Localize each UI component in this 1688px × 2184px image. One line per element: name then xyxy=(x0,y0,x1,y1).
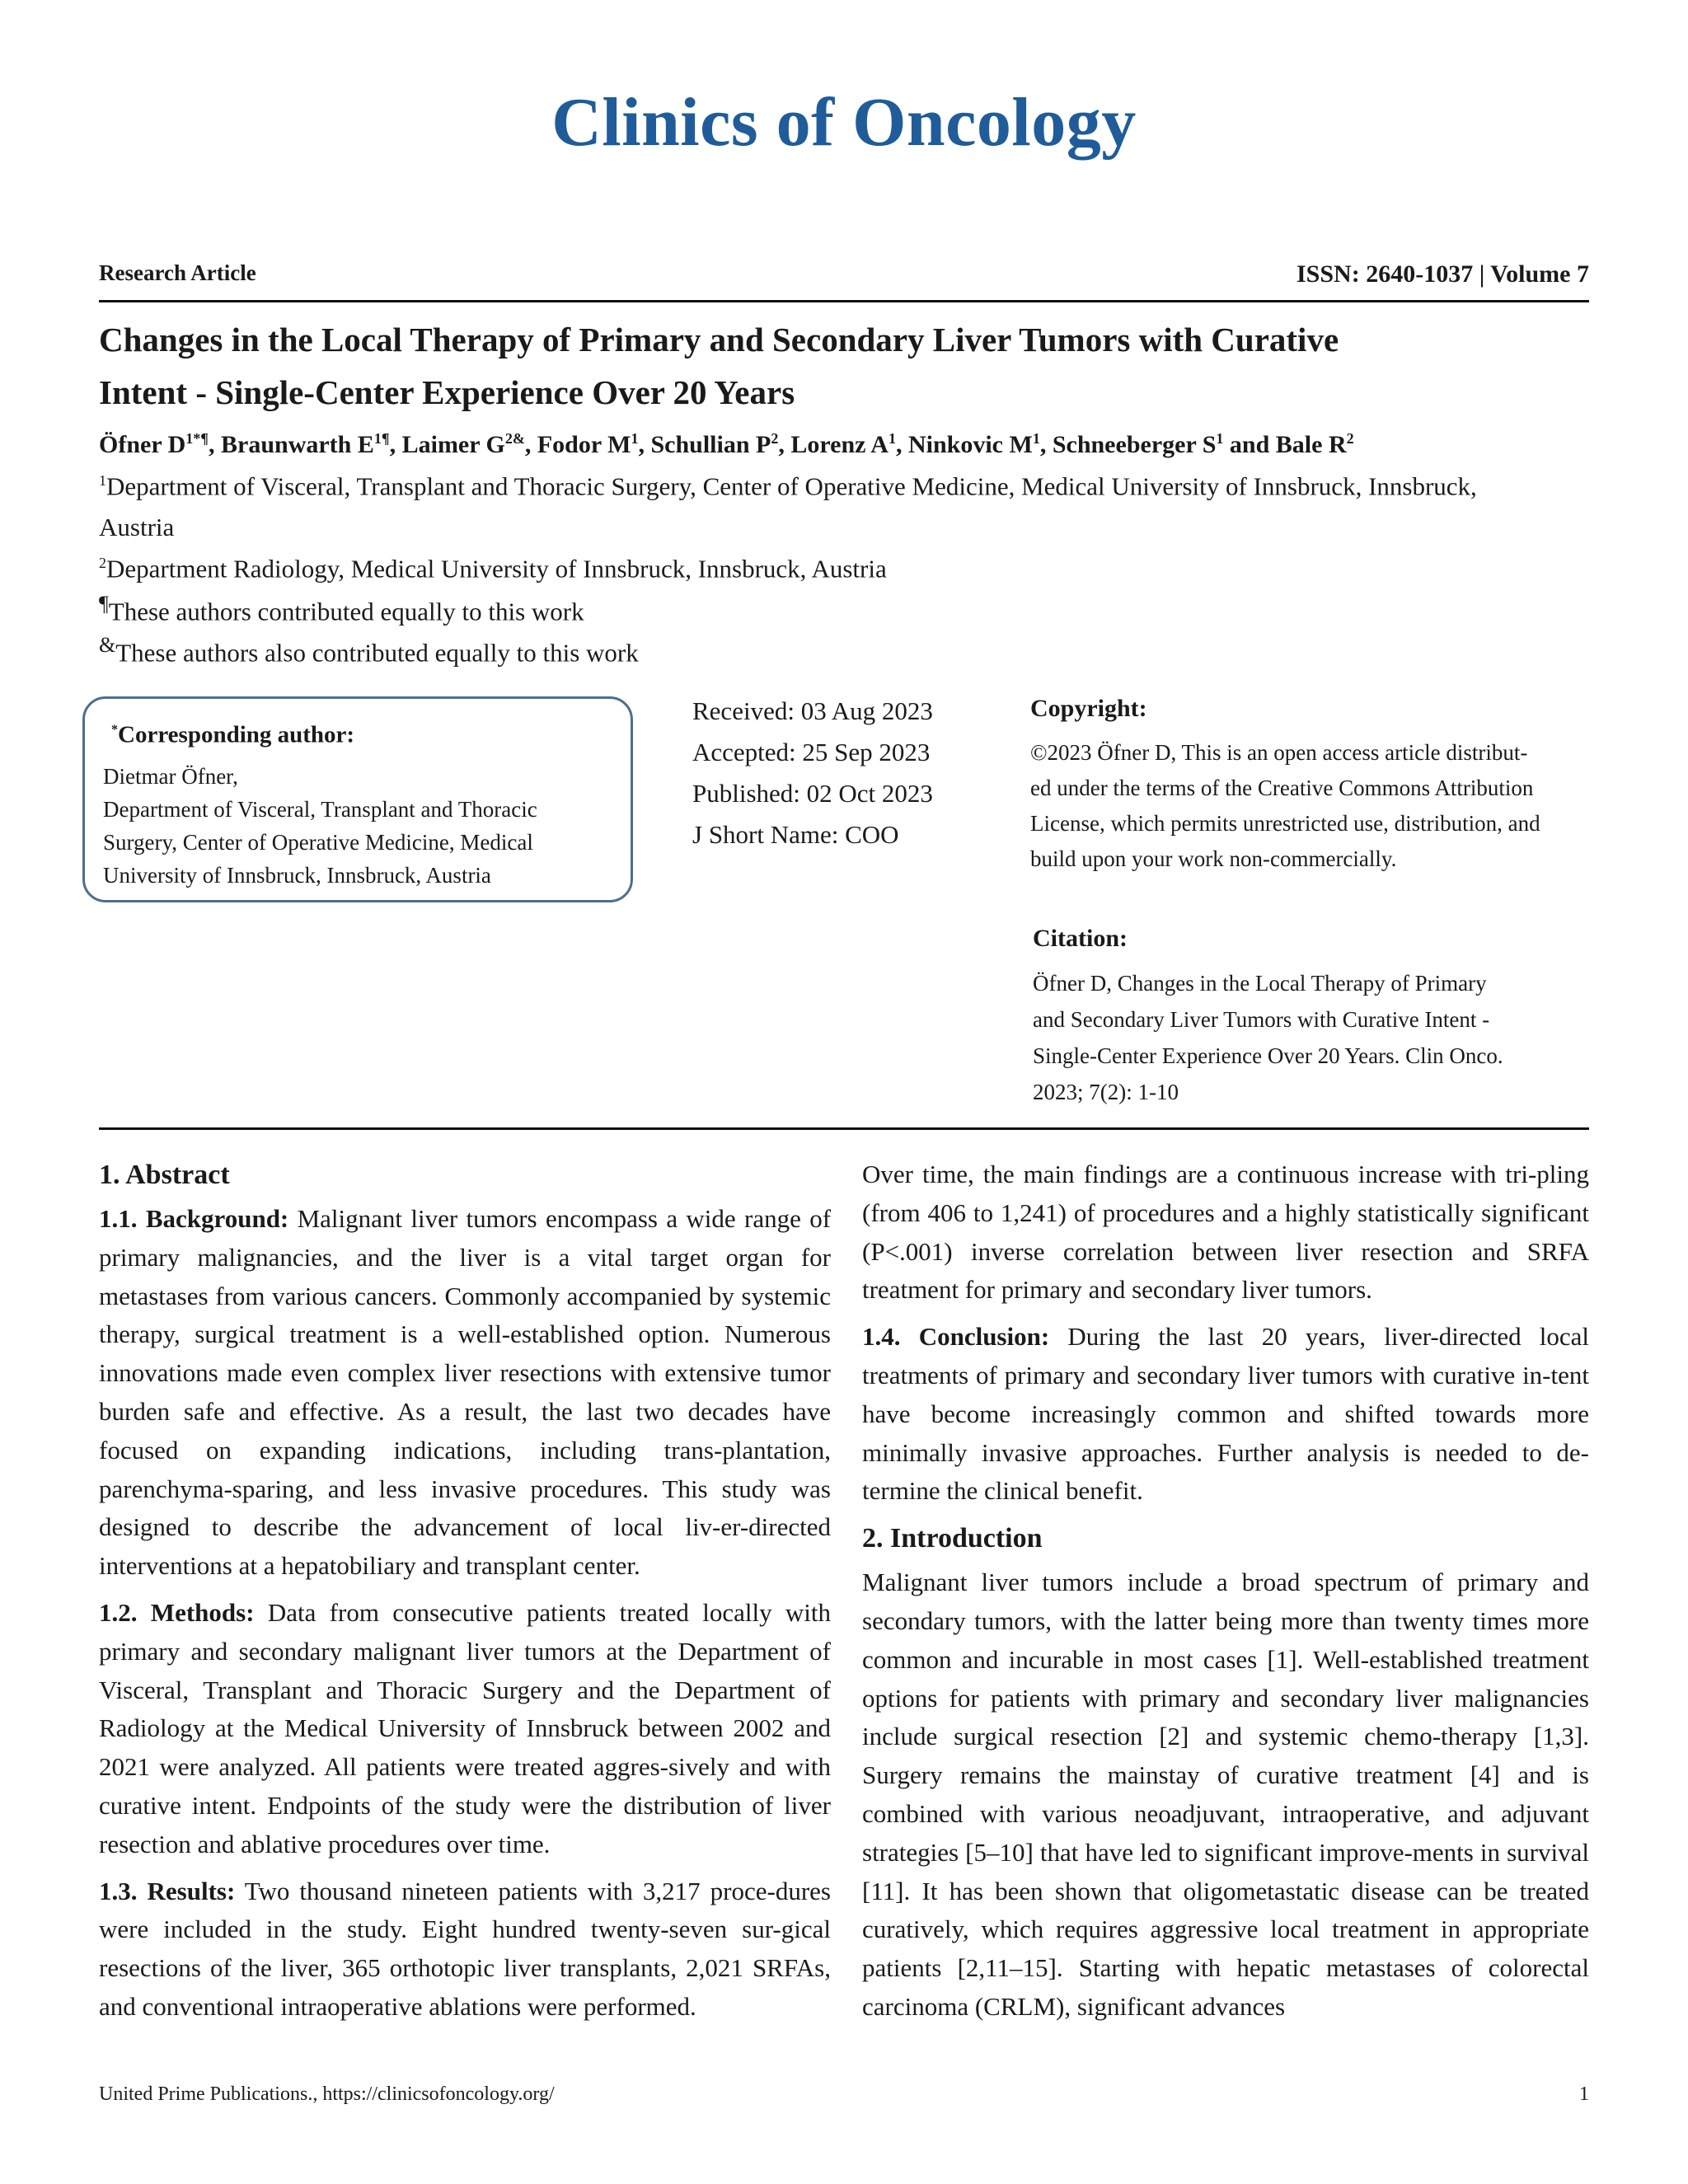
author-separator: , xyxy=(524,431,537,458)
article-title xyxy=(99,313,1589,419)
author-name: Braunwarth E xyxy=(221,431,374,458)
published-date: Published: 02 Oct 2023 xyxy=(692,779,933,808)
affiliation-2-text: Department Radiology, Medical University of Innsbruck, Innsbruck, Austria xyxy=(106,554,887,583)
methods-text: Data from consecutive patients treated locally with primary and secondary malignant liver tumors at the Department of Visceral, Transplant and Thoracic Surgery and the Department of Radiology at the Medical University of Innsbruck between 2002 and 2021 were analyzed. All patients were treated aggres-sively and with curative intent. Endpoints of the study were the distribution of liver resection and ablative procedures over time. xyxy=(99,1597,832,1858)
author-name: Laimer G xyxy=(401,431,505,458)
author-name: Öfner D xyxy=(99,431,186,458)
copyright-title: Copyright: xyxy=(1030,695,1147,722)
copyright-text xyxy=(1030,735,1599,877)
affiliation-1-line-1: Department of Visceral, Transplant and Thoracic Surgery, Center of Operative Medicine, Medical University of Innsbruck, Innsbruck, xyxy=(106,471,1477,501)
citation-line-1: Öfner D, Changes in the Local Therapy of Primary xyxy=(1033,971,1487,996)
note-1-text: These authors contributed equally to this work xyxy=(108,597,584,626)
author-name: Ninkovic M xyxy=(907,431,1033,458)
introduction-paragraph: Malignant liver tumors include a broad spectrum of primary and secondary tumors, with the latter being more than twenty times more common and incurable in most cases [1]. Well-established treatment options for patients with primary and secondary liver malignancies include surgical resection [2] and systemic chemo-therapy [1,3]. Surgery remains the mainstay of curative treatment [4] and is combined with various neoadjuvant, intraoperative, and adjuvant strategies [5–10] that have led to significant improve-ments in survival [11]. It has been shown that oligometastatic disease can be treated curatively, which requires aggressive local treatment in appropriate patients [2,11–15]. Starting with hepatic metastases of colorectal carcinoma (CRLM), significant advances xyxy=(862,1568,1589,2021)
copyright-line-3: License, which permits unrestricted use, distribution, and xyxy=(1030,811,1540,836)
author-separator: , xyxy=(1039,431,1053,458)
left-column xyxy=(99,1155,831,2035)
author-affiliation-mark: 2 xyxy=(771,430,779,447)
results-continued: Over time, the main findings are a continuous increase with tri-pling (from 406 to 1,241) of procedures and a highly statistically significant (P<.001) inverse correlation between liver resection and SRFA treatment for primary and secondary liver tumors. xyxy=(862,1160,1589,1305)
corresponding-author-details xyxy=(103,760,614,892)
corresponding-address-line-3: University of Innsbruck, Innsbruck, Austria xyxy=(103,862,491,888)
note-1-mark: ¶ xyxy=(99,592,109,616)
note-2-text: These authors also contributed equally to this work xyxy=(115,638,639,668)
issn-volume: ISSN: 2640-1037 | Volume 7 xyxy=(1296,260,1589,288)
author-affiliation-mark: 2 xyxy=(1346,430,1354,447)
accepted-date: Accepted: 25 Sep 2023 xyxy=(692,738,931,766)
author-separator: and xyxy=(1223,431,1276,458)
equal-contribution-note-2 xyxy=(99,625,1589,673)
citation-line-3: Single-Center Experience Over 20 Years. Clin Onco. xyxy=(1033,1043,1503,1068)
article-dates xyxy=(692,691,933,855)
background-paragraph xyxy=(99,1200,831,1586)
citation-line-4: 2023; 7(2): 1-10 xyxy=(1033,1080,1179,1104)
citation-line-2: and Secondary Liver Tumors with Curative Intent - xyxy=(1033,1007,1490,1032)
corresponding-mark: * xyxy=(111,723,118,737)
citation-text xyxy=(1033,965,1593,1110)
corresponding-address-line-1: Department of Visceral, Transplant and Thoracic xyxy=(103,796,537,822)
affiliation-1 xyxy=(99,460,1589,548)
author-list xyxy=(99,420,1589,463)
copyright-line-4: build upon your work non-commercially. xyxy=(1030,846,1397,871)
author-affiliation-mark: 1 xyxy=(1032,430,1040,447)
corresponding-author-box xyxy=(82,696,633,902)
author-separator: , xyxy=(638,431,651,458)
corresponding-author-title xyxy=(111,712,614,753)
background-label: 1.1. Background: xyxy=(99,1204,289,1233)
author-affiliation-mark: 1¶ xyxy=(373,430,390,447)
corresponding-title-text: Corresponding author: xyxy=(118,721,355,748)
article-title-line-2: Intent - Single-Center Experience Over 20 Years xyxy=(99,373,795,411)
affiliation-2-mark: 2 xyxy=(99,555,106,571)
copyright-line-1: ©2023 Öfner D, This is an open access article distribut- xyxy=(1030,740,1528,765)
copyright-line-2: ed under the terms of the Creative Commons Attribution xyxy=(1030,776,1534,800)
conclusion-paragraph xyxy=(862,1318,1589,1511)
author-separator: , xyxy=(895,431,908,458)
affiliation-2 xyxy=(99,542,1589,589)
citation-title: Citation: xyxy=(1033,925,1128,952)
author-name: Bale R xyxy=(1275,431,1347,458)
results-label: 1.3. Results: xyxy=(99,1876,236,1905)
author-name: Lorenz A xyxy=(790,431,889,458)
introduction-heading: 2. Introduction xyxy=(862,1523,1043,1554)
abstract-heading: 1. Abstract xyxy=(99,1160,230,1190)
affiliation-1-line-2: Austria xyxy=(99,513,175,542)
corresponding-author-name: Dietmar Öfner, xyxy=(103,763,238,789)
right-column xyxy=(862,1155,1589,2035)
author-separator: , xyxy=(778,431,791,458)
methods-label: 1.2. Methods: xyxy=(99,1597,255,1627)
author-affiliation-mark: 1 xyxy=(1216,430,1224,447)
copyright-section xyxy=(1030,691,1599,877)
author-separator: , xyxy=(209,431,221,458)
header-rule xyxy=(99,300,1589,302)
author-name: Schullian P xyxy=(650,431,771,458)
received-date: Received: 03 Aug 2023 xyxy=(692,696,933,725)
article-title-line-1: Changes in the Local Therapy of Primary and Secondary Liver Tumors with Curative xyxy=(99,321,1339,359)
page-number: 1 xyxy=(1579,2083,1589,2105)
methods-paragraph xyxy=(99,1594,831,1864)
conclusion-text: During the last 20 years, liver-directed local treatments of primary and secondary liver tumors with curative in-tent have become increasingly common and shifted towards more minimally invasive approaches. Further analysis is needed to de-termine the clinical benefit. xyxy=(862,1322,1590,1506)
author-affiliation-mark: 1 xyxy=(631,430,639,447)
author-separator: , xyxy=(389,431,402,458)
footer-publisher: United Prime Publications., https://clinicsofoncology.org/ xyxy=(99,2083,555,2105)
author-affiliation-mark: 1 xyxy=(888,430,896,447)
author-affiliation-mark: 2& xyxy=(504,430,525,447)
background-text: Malignant liver tumors encompass a wide range of primary malignancies, and the liver is a vital target organ for metastases from various cancers. Commonly accompanied by systemic therapy, surgical treatment is a well-established option. Numerous innovations made even complex liver resections with extensive tumor burden safe and effective. As a result, the last two decades have focused on expanding indications, including trans-plantation, parenchyma-sparing, and less invasive procedures. This study was designed to describe the advancement of local liv-er-directed interventions at a hepatobiliary and transplant center. xyxy=(99,1204,832,1581)
affiliation-1-mark: 1 xyxy=(99,472,106,489)
author-name: Schneeberger S xyxy=(1052,431,1217,458)
results-paragraph xyxy=(99,1872,831,2027)
journal-title: Clinics of Oncology xyxy=(551,84,1137,161)
results-text: Two thousand nineteen patients with 3,217 proce-dures were included in the study. Eight hundred twenty-seven sur-gical resections of the liver, 365 orthotopic liver transplants, 2,021 SRFAs, and conventional intraoperative ablations were performed. xyxy=(99,1876,831,2021)
corresponding-address-line-2: Surgery, Center of Operative Medicine, Medical xyxy=(103,829,533,855)
article-type: Research Article xyxy=(99,260,256,285)
note-2-mark: & xyxy=(99,633,116,657)
journal-short-name: J Short Name: COO xyxy=(692,820,899,849)
section-rule xyxy=(99,1127,1589,1130)
citation-section xyxy=(1033,921,1593,1110)
conclusion-label: 1.4. Conclusion: xyxy=(862,1322,1050,1352)
author-name: Fodor M xyxy=(537,431,631,458)
author-affiliation-mark: 1*¶ xyxy=(185,430,209,447)
article-header xyxy=(99,260,1589,297)
